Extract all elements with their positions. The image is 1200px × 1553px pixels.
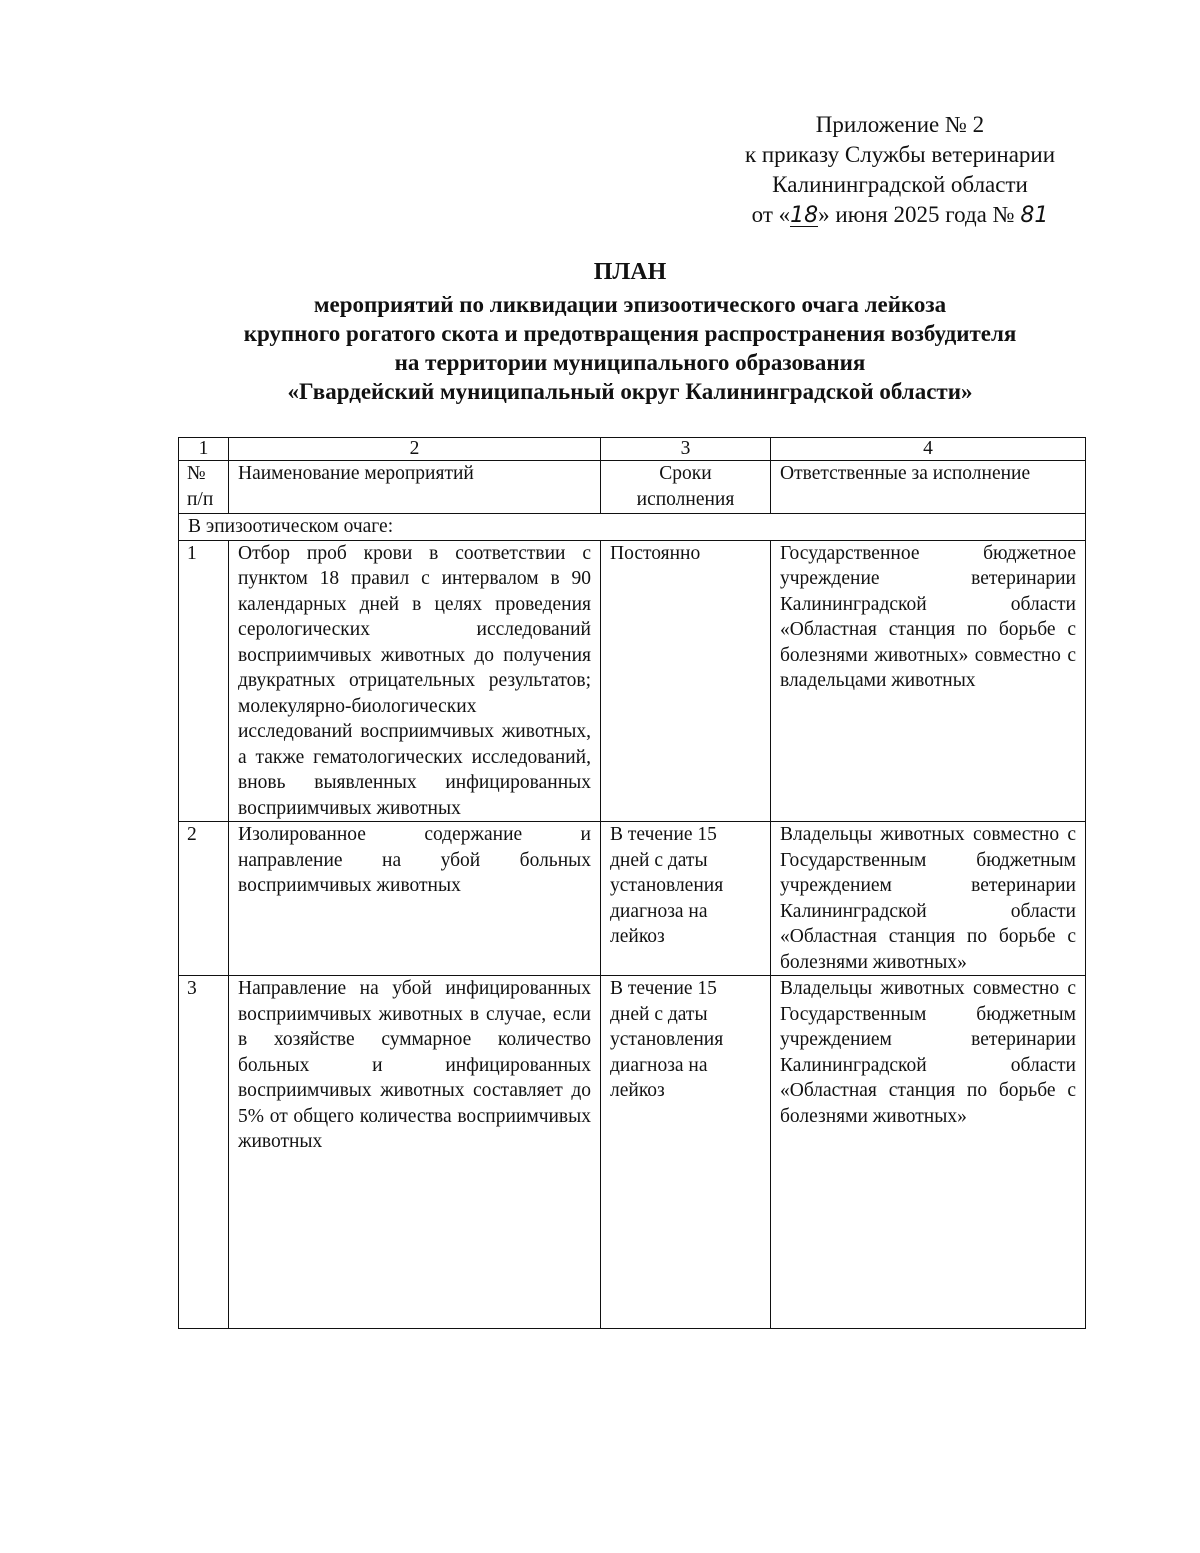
row-measure: Направление на убой инфицированных восприимчивых животных в случае, если в хозяйстве суммарное количество больных и инфицированных восприимчивых животных составляет до 5% от общего количества восприимчивых животных xyxy=(229,976,601,1329)
row-number: 2 xyxy=(179,822,229,976)
title-line-4: «Гвардейский муниципальный округ Калининградской области» xyxy=(287,379,973,404)
document-title xyxy=(120,258,1140,406)
appendix-region: Калининградской области xyxy=(772,172,1028,197)
header-deadline: Сроки исполнения xyxy=(601,461,771,514)
header-num: № п/п xyxy=(179,461,229,514)
section-title: В эпизоотическом очаге: xyxy=(179,514,1086,541)
row-number: 1 xyxy=(179,540,229,822)
row-deadline: В течение 15 дней с даты установления диагноза на лейкоз xyxy=(601,822,771,976)
row-responsible: Государственное бюджетное учреждение ветеринарии Калининградской области «Областная станция по борьбе с болезнями животных» совместно с владельцами животных xyxy=(771,540,1086,822)
row-measure: Отбор проб крови в соответствии с пунктом 18 правил с интервалом в 90 календарных дней в целях проведения серологических исследований восприимчивых животных до получения двукратных отрицательных результатов; молекулярно-биологических исследований восприимчивых животных, а также гематологических исследований, вновь выявленных инфицированных восприимчивых животных xyxy=(229,540,601,822)
title-plan: ПЛАН xyxy=(593,259,667,285)
row-deadline: В течение 15 дней с даты установления диагноза на лейкоз xyxy=(601,976,771,1329)
order-number-handwritten: 81 xyxy=(1020,203,1049,228)
column-number: 1 xyxy=(179,438,229,461)
header-row xyxy=(179,461,1086,514)
section-row xyxy=(179,514,1086,541)
column-number: 4 xyxy=(771,438,1086,461)
column-number: 3 xyxy=(601,438,771,461)
title-line-3: на территории муниципального образования xyxy=(394,350,866,375)
date-middle: » июня 2025 года № xyxy=(818,202,1015,227)
plan-table xyxy=(178,437,1086,1329)
column-number-row xyxy=(179,438,1086,461)
row-measure: Изолированное содержание и направление на убой больных восприимчивых животных xyxy=(229,822,601,976)
appendix-order-ref: к приказу Службы ветеринарии xyxy=(744,142,1056,167)
column-number: 2 xyxy=(229,438,601,461)
row-number: 3 xyxy=(179,976,229,1329)
row-responsible: Владельцы животных совместно с Государственным бюджетным учреждением ветеринарии Калининградской области «Областная станция по борьбе с болезнями животных» xyxy=(771,822,1086,976)
title-line-2: крупного рогатого скота и предотвращения распространения возбудителя xyxy=(243,321,1017,346)
title-line-1: мероприятий по ликвидации эпизоотического очага лейкоза xyxy=(313,292,947,317)
header-name: Наименование мероприятий xyxy=(229,461,601,514)
table-row xyxy=(179,822,1086,976)
date-prefix: от « xyxy=(751,202,791,227)
appendix-number: Приложение № 2 xyxy=(815,112,985,137)
table-row xyxy=(179,540,1086,822)
header-responsible: Ответственные за исполнение xyxy=(771,461,1086,514)
row-responsible: Владельцы животных совместно с Государственным бюджетным учреждением ветеринарии Калининградской области «Областная станция по борьбе с болезнями животных» xyxy=(771,976,1086,1329)
appendix-date-line xyxy=(690,200,1110,231)
table-row xyxy=(179,976,1086,1329)
appendix-header xyxy=(690,110,1110,231)
date-day-handwritten: 18 xyxy=(790,203,819,228)
row-deadline: Постоянно xyxy=(601,540,771,822)
